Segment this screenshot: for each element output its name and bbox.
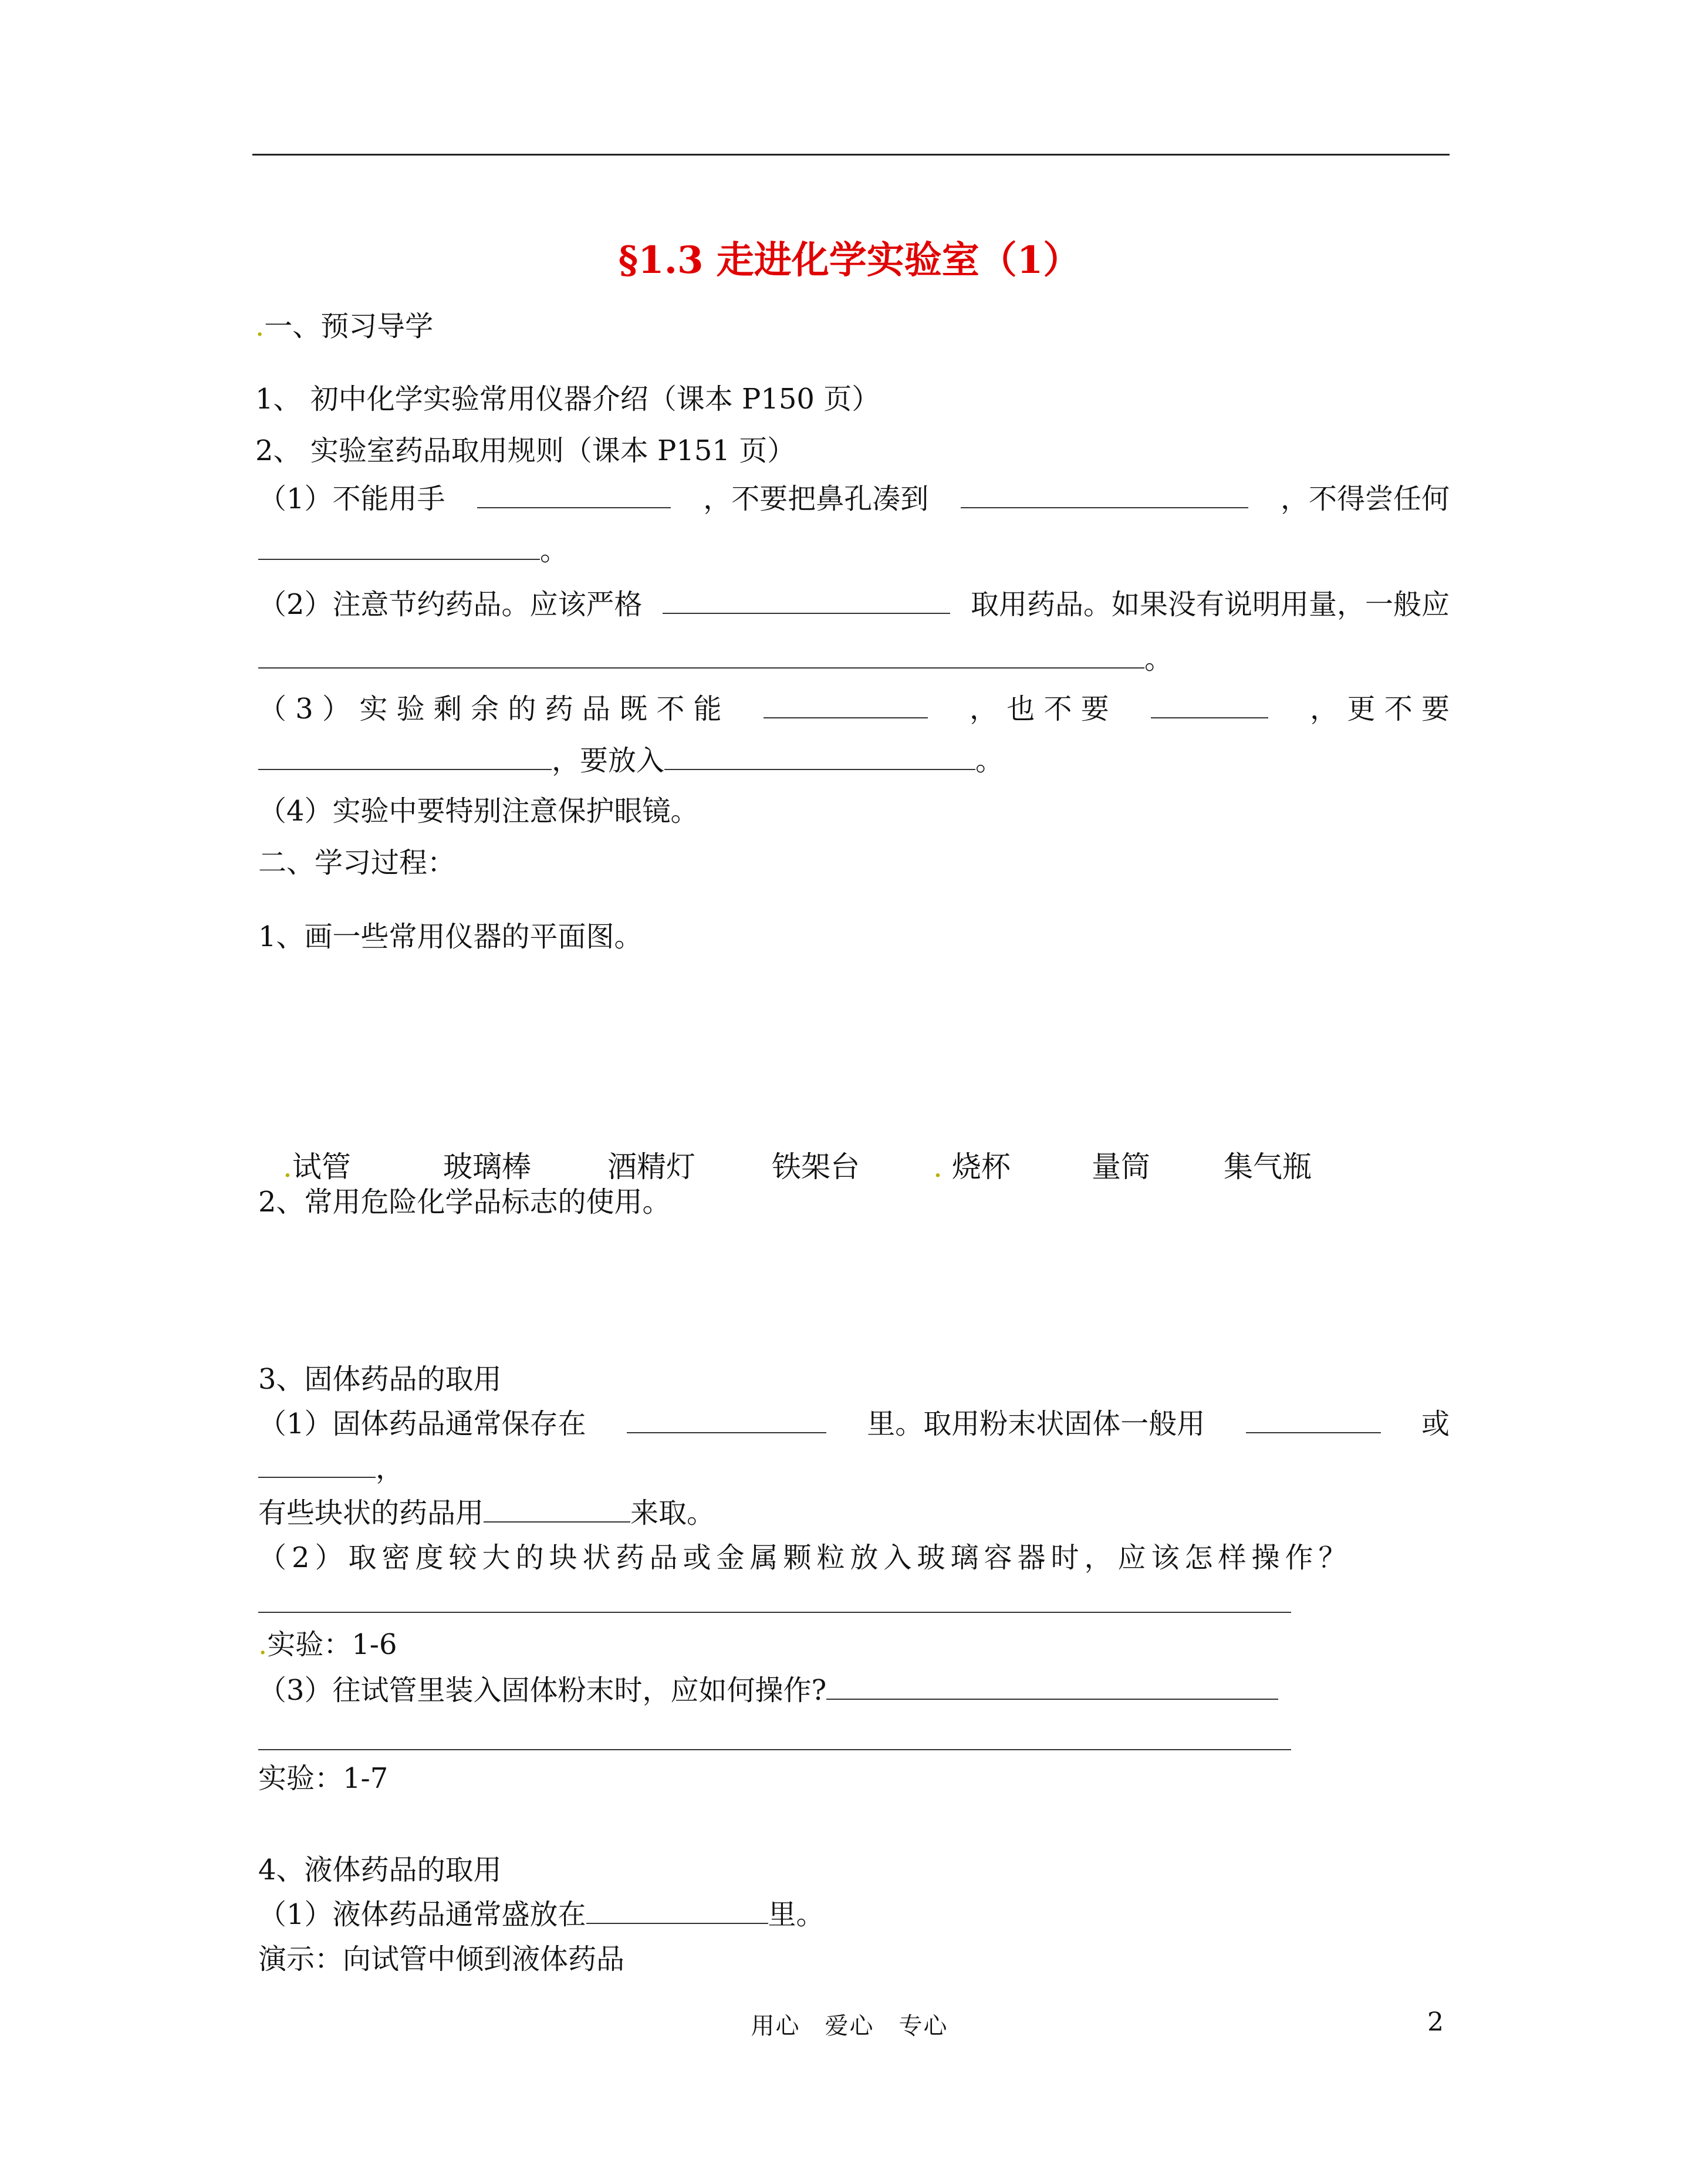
solid-q2-line: （2）取密度较大的块状药品或金属颗粒放入玻璃容器时，应该怎样操作？ <box>258 1541 1352 1574</box>
section1-heading: .一、预习导学 <box>255 310 434 343</box>
section2-heading: 二、学习过程： <box>258 846 456 879</box>
blank-field[interactable] <box>764 693 928 718</box>
demo-line: 演示：向试管中倾到液体药品 <box>258 1943 625 1976</box>
answer-line[interactable] <box>258 1749 1291 1750</box>
solid-q1-line2: ， <box>258 1452 404 1486</box>
blank-field[interactable] <box>961 482 1248 508</box>
rule2-line: （2）注意节约药品。应该严格 取用药品。如果没有说明用量，一般应 <box>258 588 1450 621</box>
instrument-label: 量筒 <box>1092 1150 1150 1184</box>
footer-motto: 用心 爱心 专心 <box>751 2013 948 2040</box>
solid-q3-line: （3）往试管里装入固体粉末时，应如何操作? <box>258 1674 1278 1708</box>
blank-field[interactable] <box>484 1497 630 1523</box>
rule4-line: （4）实验中要特别注意保护眼镜。 <box>258 795 699 828</box>
liquid-q1-line: （1）液体药品通常盛放在 里。 <box>258 1898 825 1931</box>
blank-field[interactable] <box>627 1407 826 1433</box>
blank-field[interactable] <box>826 1674 1278 1700</box>
solid-q1-line3: 有些块状的药品用 来取。 <box>258 1497 715 1530</box>
blank-field[interactable] <box>586 1898 768 1924</box>
experiment-1-7: 实验：1-7 <box>258 1762 389 1795</box>
section1-item2: 2、 实验室药品取用规则（课本 P151 页） <box>255 434 796 467</box>
instrument-label: 酒精灯 <box>607 1150 695 1184</box>
rule2-line2: 。 <box>258 643 1173 677</box>
solid-q1-line: （1）固体药品通常保存在 里。取用粉末状固体一般用 或 <box>258 1407 1450 1440</box>
section2-item3: 3、固体药品的取用 <box>258 1363 502 1396</box>
blank-field[interactable] <box>1151 693 1268 718</box>
instrument-label: 玻璃棒 <box>443 1150 531 1184</box>
section1-item1: 1、 初中化学实验常用仪器介绍（课本 P150 页） <box>255 383 880 416</box>
instrument-label: 铁架台 <box>772 1150 860 1184</box>
page-number: 2 <box>1427 2007 1444 2037</box>
instrument-label: . 烧杯 <box>933 1150 1011 1184</box>
section2-item2: 2、常用危险化学品标志的使用。 <box>258 1186 671 1218</box>
blank-field[interactable] <box>258 643 1144 669</box>
rule3-line2: ，要放入 。 <box>258 744 1004 778</box>
blank-field[interactable] <box>258 744 552 770</box>
answer-line[interactable] <box>258 1612 1291 1613</box>
blank-field[interactable] <box>258 1452 376 1478</box>
blank-field[interactable] <box>258 534 540 560</box>
blank-field[interactable] <box>477 482 671 508</box>
rule3-line: （ 3 ） 实 验 剩 余 的 药 品 既 不 能 ， 也 不 要 ， 更 不 要 <box>258 693 1450 725</box>
instrument-label: .试管 <box>283 1150 351 1184</box>
blank-field[interactable] <box>664 744 975 770</box>
header-rule <box>252 154 1450 156</box>
page-title: §1.3 走进化学实验室（1） <box>618 238 1081 282</box>
blank-field[interactable] <box>1246 1407 1381 1433</box>
rule1-line2: 。 <box>258 534 568 568</box>
blank-field[interactable] <box>663 588 950 614</box>
section2-item1: 1、画一些常用仪器的平面图。 <box>258 920 643 953</box>
experiment-1-6: .实验：1-6 <box>258 1628 397 1661</box>
rule1-line: （1）不能用手 ，不要把鼻孔凑到 ，不得尝任何 <box>258 482 1450 515</box>
instrument-label: 集气瓶 <box>1224 1150 1312 1184</box>
section2-item4: 4、液体药品的取用 <box>258 1854 502 1886</box>
